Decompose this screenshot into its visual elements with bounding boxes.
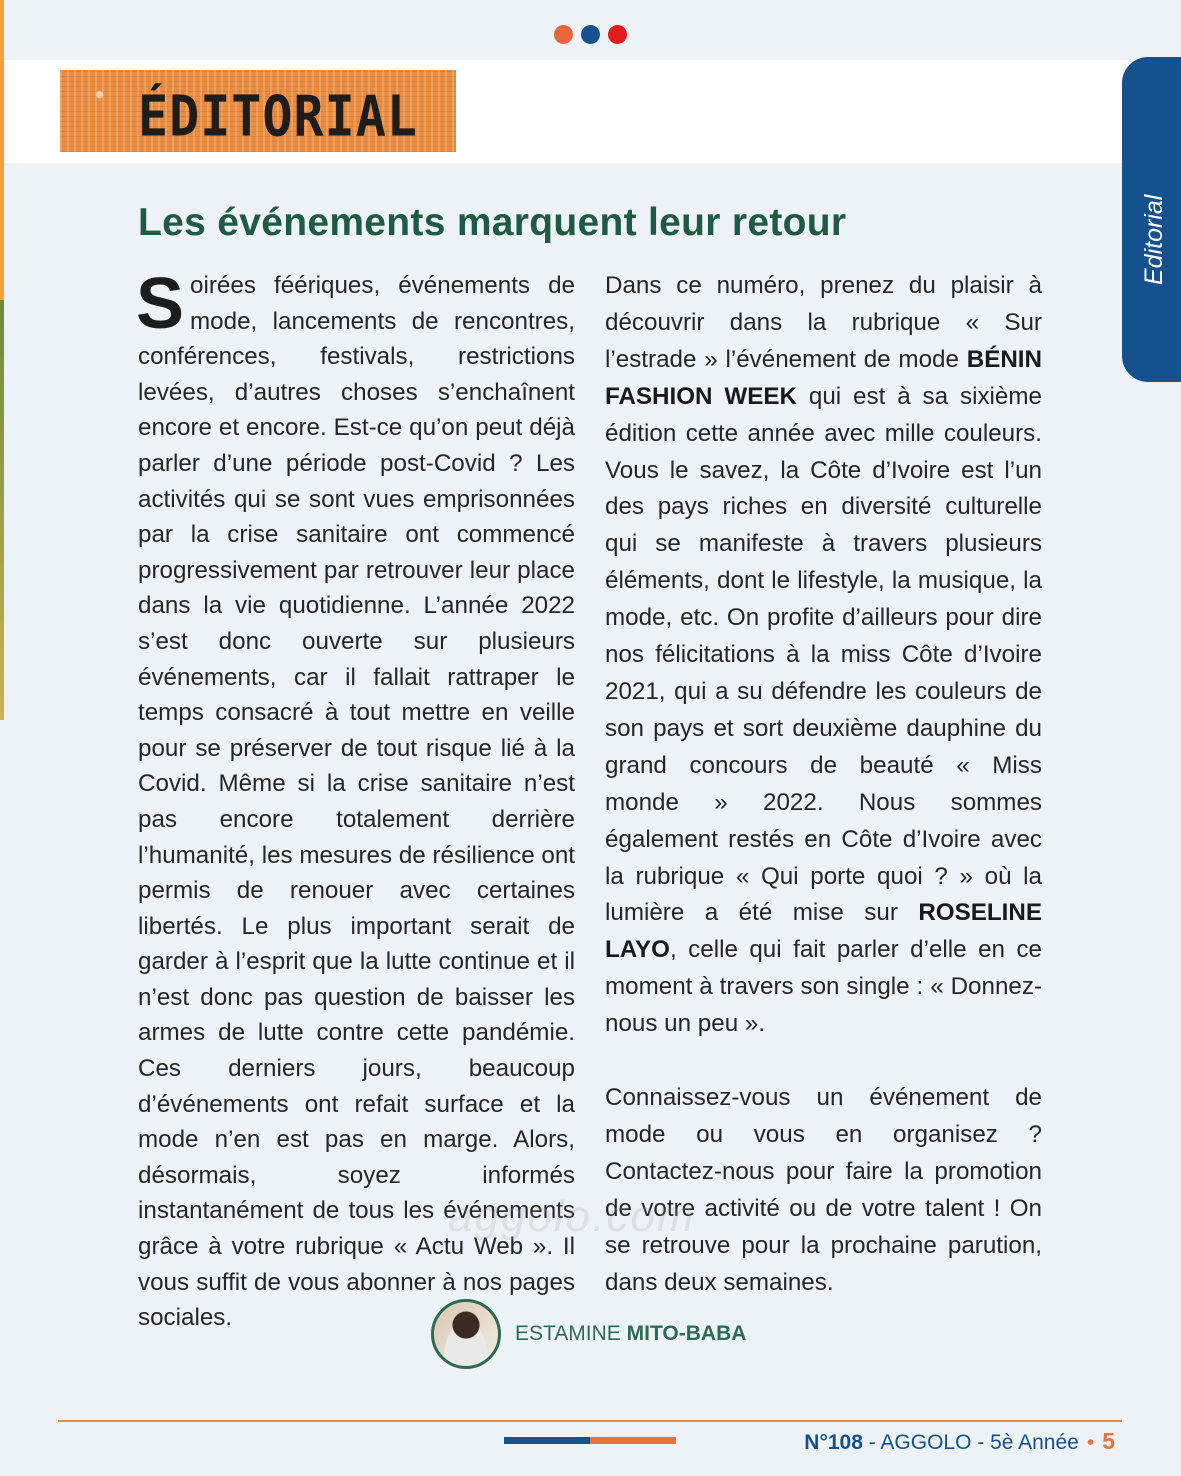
right-p1-text-c: , celle qui fait parler d’elle en ce moment à travers son single : « Donnez-nous un peu ». [605,936,1042,1038]
side-tab-label: Editorial [1140,194,1168,285]
footer-bullet: • [1086,1431,1095,1454]
watermark: aggolo.com [448,1192,696,1241]
author-first-name: ESTAMINE [515,1322,621,1345]
author-byline [431,1299,746,1369]
article-title: Les événements marquent leur retour [138,201,847,244]
page-number: 5 [1102,1428,1115,1454]
author-avatar [431,1299,501,1369]
right-p1-text-b: qui est à sa sixième édition cette année avec mille couleurs. Vous le savez, la Côte d’Ivoire est l’un des pays riches en diversité culturelle qui se manifeste à travers plusieurs éléments, dont le lifestyle, la musique, la mode, etc. On profite d’ailleurs pour dire nos félicitations à la miss Côte d’Ivoire 2021, qui a su défendre les couleurs de son pays et sort deuxième dauphine du grand concours de beauté « Miss monde » 2022. Nous sommes également restés en Côte d’Ivoire avec la rubrique « Qui porte quoi ? » où la lumière a été mise sur [605,382,1042,927]
right-paragraph-1 [605,268,1042,1043]
highlight-roseline-layo: ROSELINE LAYO [605,899,1042,964]
right-p1-text-a: Dans ce numéro, prenez du plaisir à découvrir dans la rubrique « Sur l’estrade » l’événement de mode [605,272,1042,373]
dot-blue [581,25,600,44]
footer-color-bar [504,1437,676,1444]
highlight-benin-fashion-week: BÉNIN FASHION WEEK [605,345,1042,410]
section-label: ÉDITORIAL [138,84,418,149]
dot-red [608,25,627,44]
decorative-dots [554,25,627,44]
article-column-left [136,264,575,1336]
author-name [515,1322,746,1346]
drop-cap: S [136,264,185,344]
issue-number: N°108 [804,1431,863,1454]
article-column-right [605,268,1042,1338]
dot-orange [554,25,573,44]
footer-info [804,1428,1115,1455]
author-last-name: MITO-BABA [626,1322,747,1345]
publication-info: - AGGOLO - 5è Année [862,1431,1079,1454]
footer-divider [58,1420,1122,1422]
right-paragraph-2: Connaissez-vous un événement de mode ou vous en organisez ? Contactez-nous pour faire la promotion de votre activité ou de votre talent ! On se retrouve pour la prochaine parution, dans deux semaines. [605,1084,1042,1296]
left-column-text: oirées féériques, événements de mode, lancements de rencontres, conférences, festivals, restrictions levées, d’autres choses s’enchaînent encore et encore. Est-ce qu’on peut déjà parler d’une période post-Covid ? Les activités qui se sont vues emprisonnées par la crise sanitaire ont commencé progressivement par retrouver leur place dans la vie quotidienne. L’année 2022 s’est donc ouverte sur plusieurs événements, car il fallait rattraper le temps consacré à tout mettre en veille pour se préserver de tout risque lié à la Covid. Même si la crise sanitaire n’est pas encore totalement derrière l’humanité, les mesures de résilience ont permis de renouer avec certaines libertés. Le plus important serait de garder à l’esprit que la lutte continue et il n’est donc pas question de baisser les armes de lutte contre cette pandémie. Ces derniers jours, beaucoup d’événements ont refait surface et la mode n’en est pas en marge. Alors, désormais, soyez informés instantanément de tous les événements grâce à votre rubrique « Actu Web ». Il vous suffit de vous abonner à nos pages sociales. [138,272,575,1332]
